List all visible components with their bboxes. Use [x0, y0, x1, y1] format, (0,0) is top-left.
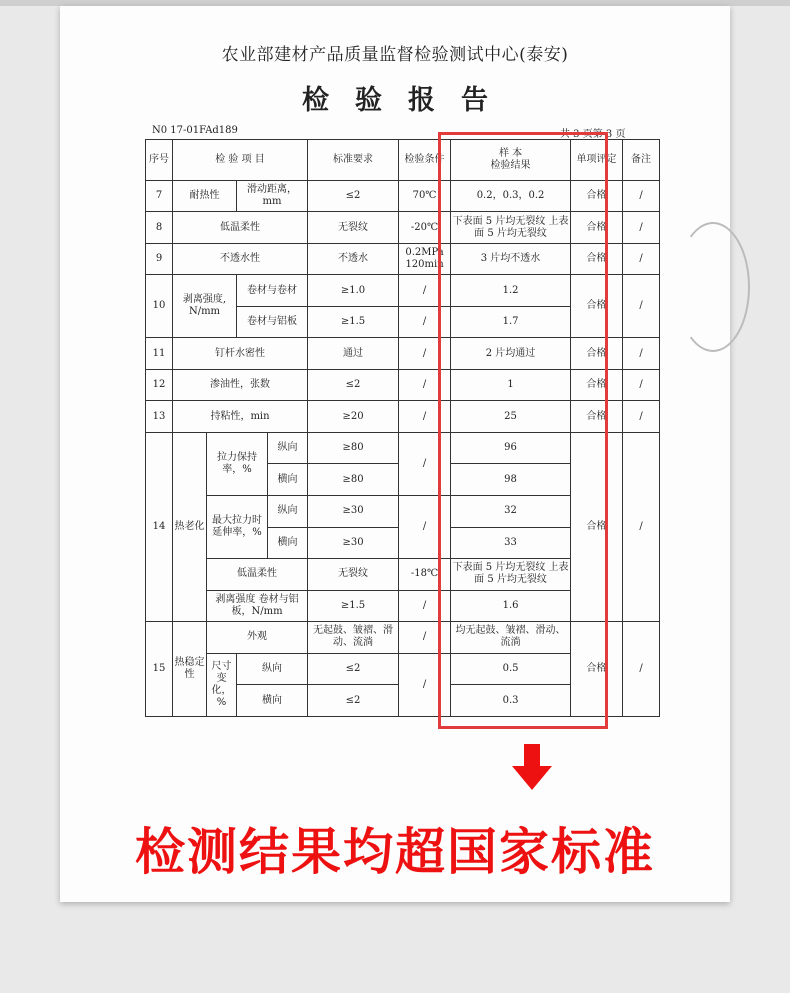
standard-value: 无裂纹 — [308, 212, 399, 244]
note: / — [623, 622, 660, 717]
judgement: 合格 — [571, 432, 623, 621]
direction: 横向 — [268, 527, 308, 559]
sub-item: 拉力保持率，% — [207, 432, 268, 495]
item-name: 渗油性，张数 — [173, 369, 308, 401]
test-condition: 70℃ — [399, 180, 451, 212]
header-item: 检 验 项 目 — [173, 140, 308, 181]
header-judgement: 单项评定 — [571, 140, 623, 181]
sub-item: 外观 — [207, 622, 308, 654]
standard-value: ≥30 — [308, 527, 399, 559]
row-number: 10 — [146, 275, 173, 338]
test-result: 均无起鼓、皱褶、滑动、流淌 — [451, 622, 571, 654]
test-condition: -20℃ — [399, 212, 451, 244]
test-condition: / — [399, 590, 451, 622]
partial-stamp — [676, 222, 750, 352]
test-result: 1.6 — [451, 590, 571, 622]
item-name: 耐热性 — [173, 180, 237, 212]
test-result: 25 — [451, 401, 571, 433]
standard-value: ≤2 — [308, 685, 399, 717]
item-name: 持粘性，min — [173, 401, 308, 433]
row-number: 9 — [146, 243, 173, 275]
result-highlight-box — [438, 132, 608, 729]
test-condition: / — [399, 432, 451, 495]
header-condition: 检验条件 — [399, 140, 451, 181]
sub-item: 剥离强度 卷材与铝板，N/mm — [207, 590, 308, 622]
test-condition: / — [399, 369, 451, 401]
direction: 纵向 — [268, 432, 308, 464]
judgement: 合格 — [571, 622, 623, 717]
row-number: 11 — [146, 338, 173, 370]
test-condition: / — [399, 338, 451, 370]
test-condition: / — [399, 496, 451, 559]
arrow-down-icon — [512, 744, 552, 790]
standard-value: ≥80 — [308, 432, 399, 464]
standard-value: ≤2 — [308, 653, 399, 685]
test-result: 0.5 — [451, 653, 571, 685]
note: / — [623, 401, 660, 433]
row-number: 12 — [146, 369, 173, 401]
standard-value: ≥80 — [308, 464, 399, 496]
standard-value: ≥1.5 — [308, 590, 399, 622]
standard-value: 无起鼓、皱褶、滑动、流淌 — [308, 622, 399, 654]
test-result: 下表面 5 片均无裂纹 上表面 5 片均无裂纹 — [451, 212, 571, 244]
row-number: 15 — [146, 622, 173, 717]
standard-value: 无裂纹 — [308, 559, 399, 591]
item-name: 热老化 — [173, 432, 207, 621]
judgement: 合格 — [571, 212, 623, 244]
report-title: 检验报告 — [302, 85, 514, 116]
standard-value: 不透水 — [308, 243, 399, 275]
test-result: 33 — [451, 527, 571, 559]
header-note: 备注 — [623, 140, 660, 181]
header-sample: 样 本 — [498, 147, 523, 159]
item-name: 低温柔性 — [173, 212, 308, 244]
standard-value: ≤2 — [308, 369, 399, 401]
standard-value: ≤2 — [308, 180, 399, 212]
row-number: 7 — [146, 180, 173, 212]
organization-name: 农业部建材产品质量监督检验测试中心(泰安) — [221, 45, 569, 65]
row-number: 14 — [146, 432, 173, 621]
test-result: 32 — [451, 496, 571, 528]
test-condition: 0.2MPa 120min — [399, 243, 451, 275]
test-condition: -18℃ — [399, 559, 451, 591]
header-standard: 标准要求 — [308, 140, 399, 181]
direction: 纵向 — [268, 496, 308, 528]
header-result: 检验结果 — [490, 159, 531, 171]
test-result: 1 — [451, 369, 571, 401]
row-number: 8 — [146, 212, 173, 244]
row-number: 13 — [146, 401, 173, 433]
item-name: 钉杆水密性 — [173, 338, 308, 370]
direction: 纵向 — [237, 653, 308, 685]
test-condition: / — [399, 306, 451, 338]
judgement: 合格 — [571, 180, 623, 212]
standard-value: 通过 — [308, 338, 399, 370]
sub-item: 卷材与铝板 — [237, 306, 308, 338]
test-result: 1.2 — [451, 275, 571, 307]
standard-value: ≥30 — [308, 496, 399, 528]
sub-item: 最大拉力时延伸率，% — [207, 496, 268, 559]
standard-value: ≥1.5 — [308, 306, 399, 338]
judgement: 合格 — [571, 369, 623, 401]
test-condition: / — [399, 653, 451, 716]
judgement: 合格 — [571, 243, 623, 275]
item-name: 不透水性 — [173, 243, 308, 275]
item-name: 热稳定性 — [173, 622, 207, 717]
sub-item: 滑动距离，mm — [237, 180, 308, 212]
test-condition: / — [399, 622, 451, 654]
sub-item: 低温柔性 — [207, 559, 308, 591]
test-result: 下表面 5 片均无裂纹 上表面 5 片均无裂纹 — [451, 559, 571, 591]
sub-item: 尺寸变化，% — [207, 653, 237, 716]
sub-item: 卷材与卷材 — [237, 275, 308, 307]
note: / — [623, 180, 660, 212]
page-info: 共 3 页第 3 页 — [560, 129, 626, 140]
judgement: 合格 — [571, 275, 623, 338]
test-result: 1.7 — [451, 306, 571, 338]
standard-value: ≥20 — [308, 401, 399, 433]
test-result: 2 片均通过 — [451, 338, 571, 370]
conclusion-banner: 检测结果均超国家标准 — [135, 823, 655, 881]
judgement: 合格 — [571, 338, 623, 370]
direction: 横向 — [237, 685, 308, 717]
standard-value: ≥1.0 — [308, 275, 399, 307]
test-result: 3 片均不透水 — [451, 243, 571, 275]
note: / — [623, 369, 660, 401]
test-result: 96 — [451, 432, 571, 464]
note: / — [623, 275, 660, 338]
header-seq: 序号 — [146, 140, 173, 181]
note: / — [623, 432, 660, 621]
judgement: 合格 — [571, 401, 623, 433]
direction: 横向 — [268, 464, 308, 496]
test-condition: / — [399, 401, 451, 433]
note: / — [623, 212, 660, 244]
note: / — [623, 338, 660, 370]
test-condition: / — [399, 275, 451, 307]
test-result: 0.3 — [451, 685, 571, 717]
item-name: 剥离强度, N/mm — [173, 275, 237, 338]
note: / — [623, 243, 660, 275]
test-result: 0.2，0.3，0.2 — [451, 180, 571, 212]
test-result: 98 — [451, 464, 571, 496]
report-number: N0 17-01FAd189 — [152, 125, 238, 136]
